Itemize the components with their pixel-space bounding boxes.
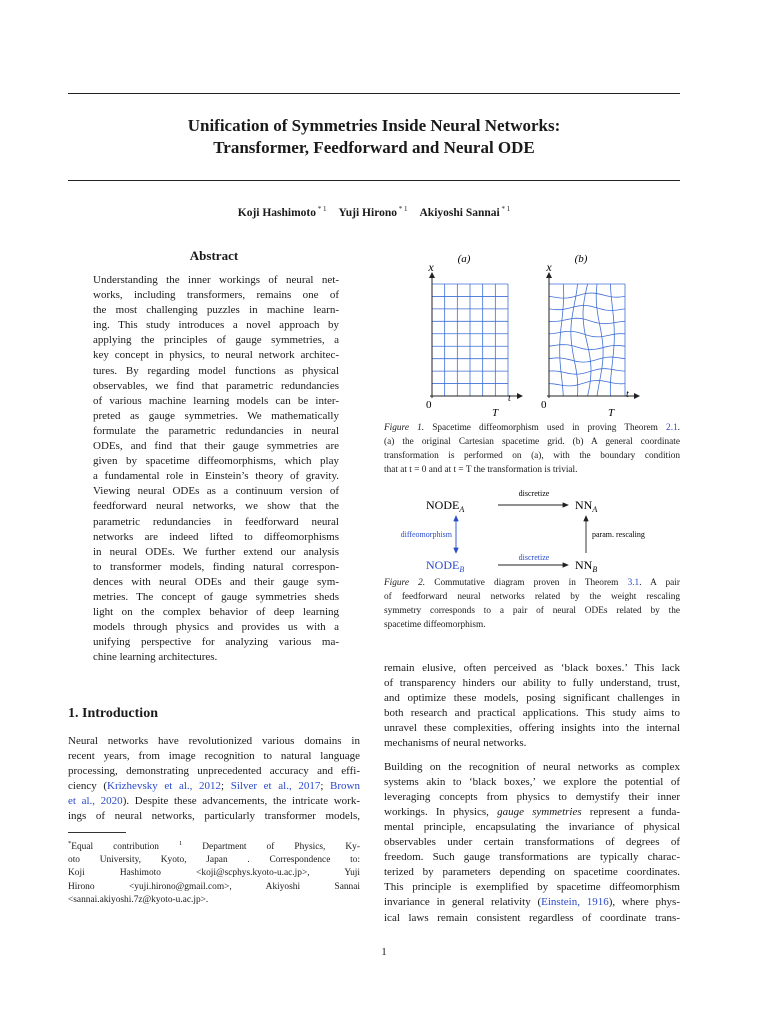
title-rule	[68, 180, 680, 181]
node-b: $NODE_B$	[426, 558, 465, 574]
top-arrow-label: discretize	[518, 489, 550, 498]
nn-a: $NN_A$	[575, 498, 598, 514]
text-line: key concept in physics, to neural network architec-	[93, 349, 339, 362]
text-run: invariance in general relativity (	[384, 896, 542, 909]
text-line: of various machine learning models can be inter-	[93, 394, 339, 407]
text-line: formulate the parametric redundancies in neural	[93, 424, 339, 437]
text-line: preted as gauge symmetries. We mathematically	[93, 409, 339, 422]
footnote	[68, 837, 360, 907]
text-run: ), where phys-	[608, 896, 680, 909]
text-run: ings of neural networks, particularly transformer models,	[68, 810, 360, 823]
text-run: oto University, Kyoto, Japan . Correspondence to:	[68, 855, 360, 866]
text-run: ciency (	[68, 780, 108, 793]
text-line	[68, 779, 360, 794]
cartesian-grid	[432, 284, 508, 396]
text-line	[68, 764, 360, 779]
text-line	[384, 895, 680, 910]
text-run: and optimize these models, posing significant challenges in	[384, 692, 680, 705]
introduction-text	[68, 734, 360, 825]
text-run: systems akin to ‘black boxes,’ we explore the potential of	[384, 775, 680, 788]
author	[238, 207, 327, 219]
text-line	[384, 835, 680, 850]
citation-link[interactable]: Einstein, 1916	[541, 896, 609, 909]
deformed-line-vertical	[583, 284, 591, 396]
text-run: Department of Physics, Ky-	[182, 842, 360, 852]
author-name: Koji Hashimoto	[237, 207, 317, 219]
text-run: terized by parameters depending on spacetime coordinates.	[384, 866, 680, 879]
nn-b: $NN_B$	[575, 558, 598, 574]
text-line	[384, 865, 680, 880]
top-rule	[68, 93, 680, 94]
text-line: light on the complex behavior of deep learning	[93, 606, 339, 619]
text-run: ;	[221, 780, 231, 793]
text-line: observables, we find that parametric redundancies	[93, 379, 339, 392]
text-run: that at t = 0 and at t = T the transformation is trivial.	[384, 465, 578, 475]
paper-title	[68, 115, 680, 159]
t-end-label-b: T	[607, 407, 615, 419]
text-line	[384, 590, 680, 604]
t-axis-arrowhead	[634, 393, 640, 399]
text-run: recent years, from image recognition to natural language	[68, 750, 360, 763]
text-line	[68, 894, 360, 907]
text-line	[384, 618, 680, 632]
text-run: unravel these complexities, offering insights into the internal	[384, 722, 680, 735]
text-line	[384, 880, 680, 895]
text-line	[384, 676, 680, 691]
text-line: unifying perspective for analyzing various ma-	[93, 636, 339, 649]
text-line: models through physics and provides us with a	[93, 621, 339, 634]
text-run: mechanisms of neural networks.	[384, 737, 527, 750]
text-line	[384, 760, 680, 775]
text-line	[384, 463, 680, 477]
deformed-line-horizontal	[549, 293, 625, 298]
deformed-line-vertical	[610, 284, 614, 396]
text-run: <sannai.akiyoshi.7z@kyoto-u.ac.jp>.	[68, 894, 209, 905]
text-run: spacetime diffeomorphism.	[384, 620, 486, 630]
text-run: ;	[320, 780, 331, 793]
text-run: ). Despite these advancements, the intricate work-	[122, 795, 360, 808]
abstract-heading: Abstract	[189, 248, 239, 263]
axis-x-label-b: x	[546, 260, 552, 274]
footnote-mark: *	[68, 840, 72, 847]
figure-2-diagram	[400, 483, 670, 583]
deformed-line-horizontal	[549, 381, 625, 386]
text-line: parametric redundancies in feedforward neural	[93, 515, 339, 528]
citation-link[interactable]: Krizhevsky et al., 2012	[107, 780, 222, 793]
paragraph	[384, 760, 680, 926]
author	[420, 207, 511, 219]
author	[339, 207, 408, 219]
deformed-line-vertical	[560, 284, 564, 396]
text-line	[384, 706, 680, 721]
text-line	[384, 790, 680, 805]
text-run: both research and practical applications. This study aims to	[384, 707, 680, 720]
text-run: symmetry corresponds to a pair of neural ODEs related by the	[384, 606, 680, 616]
figure-label: Figure 2.	[384, 578, 435, 588]
author-name: Akiyoshi Sannai	[419, 207, 500, 219]
text-run: This principle is exemplified by spacetime diffeomorphism	[384, 881, 680, 894]
text-line: a fundamental role in Einstein’s theory of gravity.	[93, 470, 339, 483]
right-arrow-label: param. rescaling	[592, 530, 645, 539]
text-run: leveraging concepts from physics to demystify their inner	[384, 790, 680, 803]
introduction-heading: 1. Introduction	[68, 706, 158, 721]
text-line	[68, 734, 360, 749]
page-number: 1	[381, 946, 387, 958]
author-list	[68, 205, 680, 219]
footnote-rule	[68, 832, 126, 833]
text-run: observables under certain transformations of degrees of	[384, 836, 680, 849]
axis-t-label-a: t	[508, 393, 511, 404]
deformed-grid	[549, 284, 625, 396]
text-line	[68, 867, 360, 880]
text-line: Understanding the inner workings of neural net-	[93, 274, 339, 286]
text-run: Neural networks have revolutionized various domains in	[68, 735, 360, 747]
text-line: tures. By regarding model functions as physical	[93, 364, 339, 377]
text-line	[68, 881, 360, 894]
text-run: of transparency hinders our ability to fully understand, trust,	[384, 677, 680, 690]
text-line	[384, 820, 680, 835]
text-line	[68, 749, 360, 764]
citation-link[interactable]: Silver et al., 2017	[230, 780, 321, 793]
paragraph	[384, 661, 680, 752]
origin-label-a: 0	[426, 399, 432, 411]
emphasis: gauge symmetries	[497, 805, 582, 818]
bottom-arrow-label: discretize	[518, 553, 550, 562]
text-line: networks are indeed lifted to diffeomorphisms	[93, 530, 339, 543]
text-run: remain elusive, often perceived as ‘black boxes.’ This lack	[384, 662, 680, 674]
right-column-text	[384, 661, 680, 926]
figure-label: Figure 1.	[384, 423, 433, 433]
text-run: ical laws remain consistent regardless of coordinate trans-	[384, 911, 680, 924]
text-line	[384, 421, 680, 435]
deformed-line-vertical	[571, 284, 578, 396]
text-run: mental principle, encapsulating the invariance of physical	[384, 820, 680, 833]
node-a: $NODE_A$	[426, 498, 465, 514]
author-affiliation-mark: * 1	[499, 205, 511, 213]
text-line	[384, 435, 680, 449]
text-line	[68, 854, 360, 867]
t-end-label-a: T	[491, 407, 499, 419]
text-line	[384, 576, 680, 590]
title-line: Unification of Symmetries Inside Neural Networks:	[187, 116, 561, 135]
text-run: . A pair	[639, 578, 680, 588]
text-line: Viewing neural ODEs as a continuum version of	[93, 485, 339, 498]
text-run: Spacetime diffeomorphism used in proving Theorem	[432, 423, 667, 433]
text-line	[68, 794, 360, 809]
text-line: in neural ODEs. We further extend our analysis	[93, 545, 339, 558]
left-arrow-label: diffeomorphism	[400, 530, 452, 539]
text-line	[384, 911, 680, 926]
author-affiliation-mark: * 1	[397, 205, 408, 213]
footnote-mark: 1	[179, 840, 183, 847]
citation-link[interactable]: Brown	[330, 780, 360, 793]
author-name: Yuji Hirono	[338, 207, 397, 219]
text-line	[384, 604, 680, 618]
text-run: of feedforward neural networks related by the weight rescaling	[384, 592, 680, 602]
text-run: Building on the recognition of neural networks as complex	[384, 760, 680, 773]
deformed-line-vertical	[596, 284, 603, 396]
text-line: ODEs, and find that their gauge symmetries are	[93, 440, 339, 453]
axis-t-label-b: t	[626, 389, 629, 400]
deformed-line-horizontal	[549, 305, 625, 310]
title-line: Transformer, Feedforward and Neural ODE	[213, 138, 535, 157]
text-line	[384, 691, 680, 706]
text-line: works, including transformers, remains one of	[93, 289, 339, 302]
text-run: freedom. Such gauge transformations are typically charac-	[384, 851, 680, 864]
citation-link[interactable]: 3.1	[627, 578, 640, 588]
citation-link[interactable]: 2.1	[666, 423, 678, 433]
text-line: ing. This study introduces a novel approach by	[93, 319, 339, 332]
text-run: transformation is performed on (a), with the boundary condition	[384, 451, 680, 461]
text-run: (a) the original Cartesian spacetime grid. (b) A general coordinate	[384, 437, 680, 447]
text-run: represent a funda-	[581, 805, 681, 818]
panel-b-label: (b)	[574, 253, 588, 265]
abstract-text	[93, 273, 339, 665]
t-axis-arrowhead	[517, 393, 523, 399]
text-line: dences with neural ODEs and their gauge sym-	[93, 575, 339, 588]
axis-x-label-a: x	[428, 260, 434, 274]
text-run: Koji Hashimoto <koji@scphys.kyoto-u.ac.jp>, Yuji	[68, 868, 360, 879]
text-line	[384, 775, 680, 790]
text-line: the most challenging puzzles in machine learn-	[93, 304, 339, 317]
figure-2-caption	[384, 576, 680, 632]
origin-label-b: 0	[541, 399, 547, 411]
text-line	[384, 805, 680, 820]
text-run: Commutative diagram proven in Theorem	[434, 578, 628, 588]
text-line	[384, 721, 680, 736]
figure-1-caption	[384, 421, 680, 477]
text-run: .	[677, 423, 680, 433]
text-line: metries. The concept of gauge symmetries sheds	[93, 590, 339, 603]
text-line	[384, 736, 680, 751]
text-line: feedforward neural networks, we show that the	[93, 500, 339, 513]
text-line: applying the principles of gauge symmetries, a	[93, 334, 339, 347]
text-run: Equal contribution	[71, 842, 179, 852]
text-line	[68, 837, 360, 854]
text-line: chine learning architectures.	[93, 651, 218, 664]
text-run: Hirono <yuji.hirono@gmail.com>, Akiyoshi Sannai	[68, 881, 360, 892]
figure-1-grids	[418, 250, 643, 420]
text-line	[384, 661, 680, 676]
text-run: workings. In physics,	[384, 805, 498, 818]
text-run: processing, demonstrating unprecedented accuracy and effi-	[68, 765, 360, 778]
text-line	[384, 449, 680, 463]
citation-link[interactable]: et al., 2020	[68, 795, 123, 808]
text-line	[384, 850, 680, 865]
panel-a-label: (a)	[457, 253, 471, 265]
text-line	[68, 809, 360, 824]
author-affiliation-mark: * 1	[316, 205, 327, 213]
text-line: given by spacetime diffeomorphisms, which play	[93, 455, 339, 468]
text-line: to transformer models, finding natural correspon-	[93, 560, 339, 573]
